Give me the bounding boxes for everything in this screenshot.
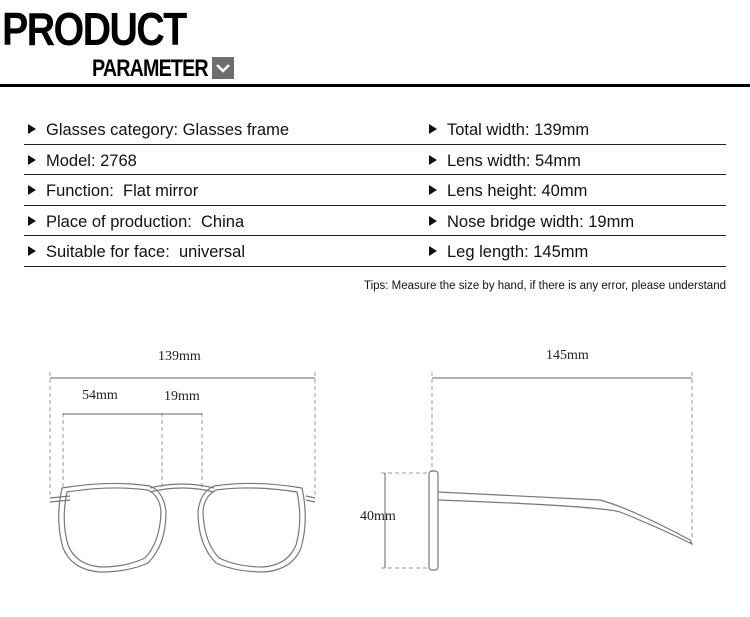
leg-length-label: 145mm xyxy=(546,348,589,363)
param-text: Nose bridge width: 19mm xyxy=(447,212,635,231)
lens-width-label: 54mm xyxy=(82,388,118,403)
param-text: Suitable for face: universal xyxy=(46,243,246,261)
dimension-lines xyxy=(50,378,692,568)
param-text: Model: 2768 xyxy=(46,151,137,170)
param-text: Glasses category: Glasses frame xyxy=(46,121,290,139)
param-text: Place of production: China xyxy=(46,212,245,231)
glasses-front-view xyxy=(50,483,315,572)
measurement-tips: Tips: Measure the size by hand, if there is any error, please understand xyxy=(363,280,726,292)
param-text: Lens height: 40mm xyxy=(447,182,588,200)
param-text: Lens width: 54mm xyxy=(447,151,581,170)
param-text: Total width: 139mm xyxy=(447,121,590,139)
bridge-width-label: 19mm xyxy=(164,389,200,404)
dimension-guides xyxy=(50,372,692,568)
lens-height-label: 40mm xyxy=(360,509,396,524)
glasses-side-view xyxy=(429,471,692,570)
page-title: PRODUCT xyxy=(2,3,186,55)
page-subtitle: PARAMETER xyxy=(92,55,208,82)
param-text: Function: Flat mirror xyxy=(46,182,199,200)
param-text: Leg length: 145mm xyxy=(447,243,589,261)
total-width-label: 139mm xyxy=(158,349,201,364)
